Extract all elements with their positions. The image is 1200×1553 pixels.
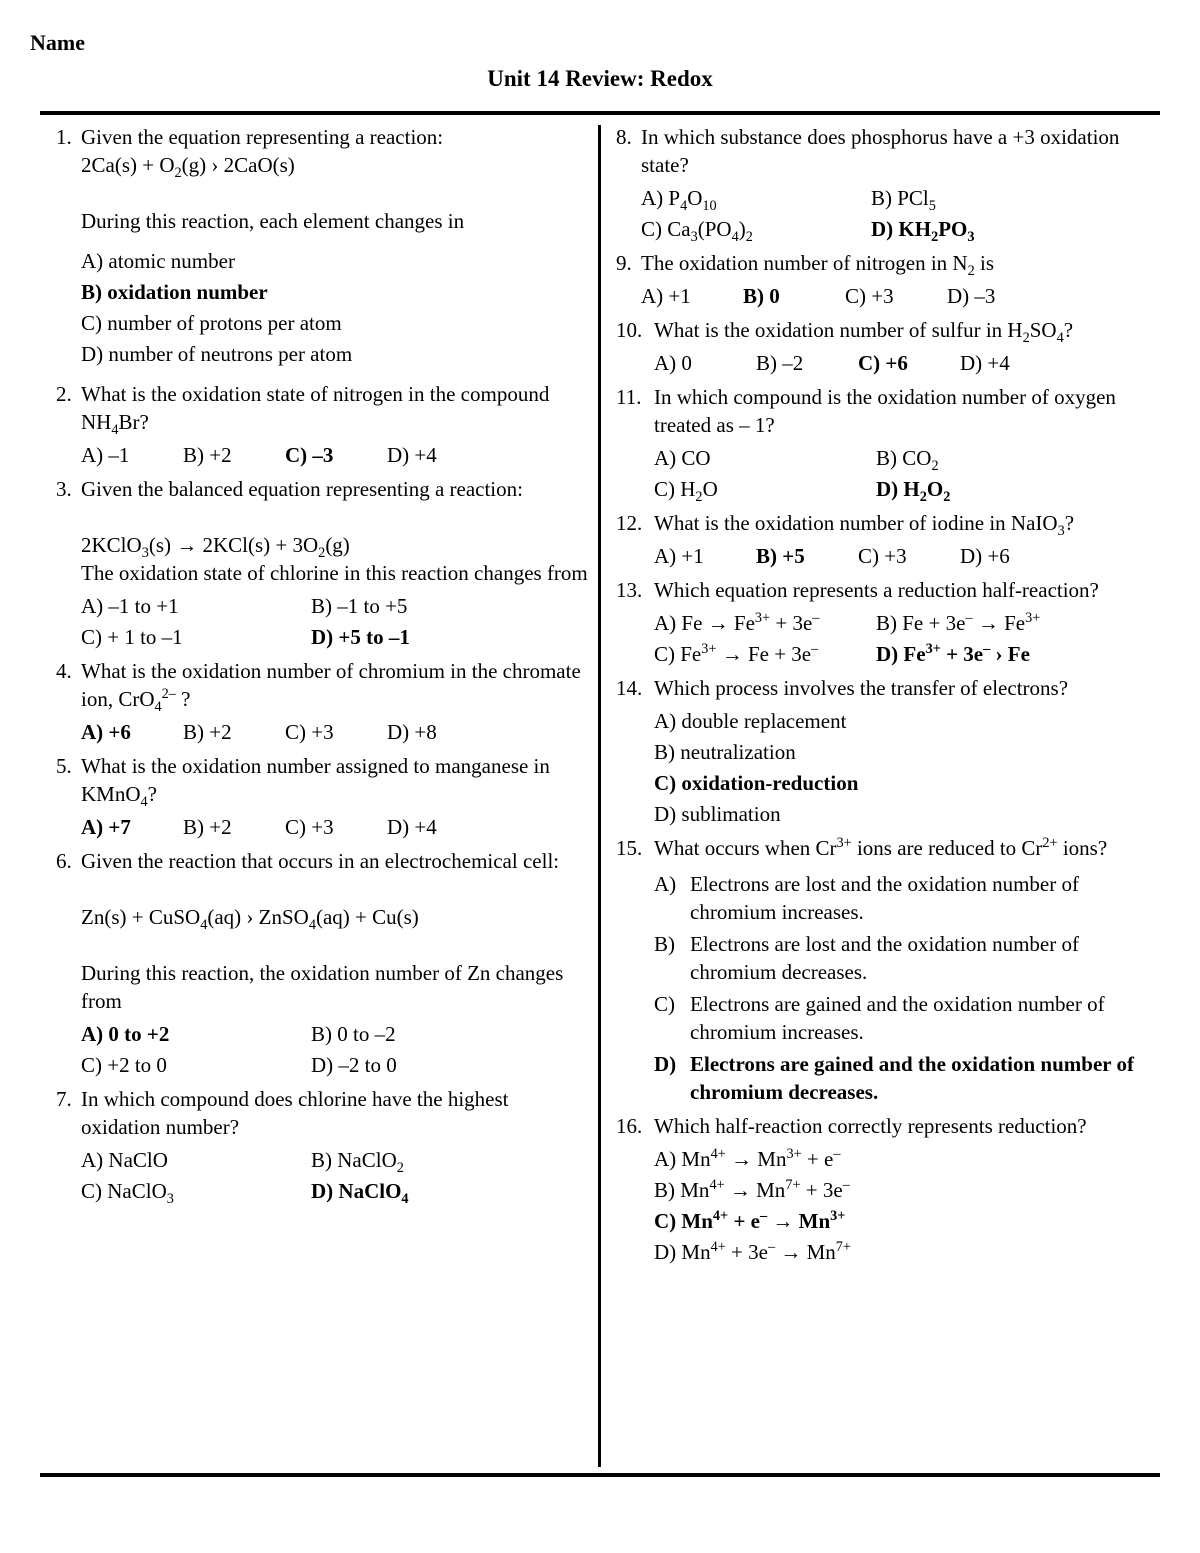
question-stem: What is the oxidation state of nitrogen in the compound $NH_4Br$? xyxy=(81,382,550,439)
option-d: D) +4 xyxy=(387,815,437,839)
option-c: C) $Ca_3(PO_4)_2$ xyxy=(641,217,753,246)
option-a: A) +1 xyxy=(654,544,704,568)
question-13 xyxy=(616,576,1161,674)
option-a: A) +6 xyxy=(81,720,131,744)
option-a: A) Electrons are lost and the oxidation number of chromium increases. xyxy=(654,872,1079,924)
option-b: B) oxidation number xyxy=(81,280,268,304)
option-a: A) 0 xyxy=(654,351,692,375)
option-d: D) +4 xyxy=(387,443,437,467)
question-number: 10. xyxy=(616,318,643,342)
question-6 xyxy=(56,847,591,1085)
option-b: B) PCl$_5$ xyxy=(871,186,936,215)
left-column xyxy=(56,123,591,1211)
option-b: B) $CO_2$ xyxy=(876,446,939,475)
option-b: B) +5 xyxy=(756,544,805,568)
option-d: D) Electrons are gained and the oxidation number of chromium decreases. xyxy=(654,1052,1134,1104)
option-c: C) NaClO$_3$ xyxy=(81,1179,174,1208)
option-c: C) $H_2O$ xyxy=(654,477,718,506)
question-stem: In which substance does phosphorus have a +3 oxidation state? xyxy=(641,125,1120,177)
option-c: C) +6 xyxy=(858,351,908,375)
option-a: A) $P_4O_{10}$ xyxy=(641,186,717,215)
option-c: C) Electrons are gained and the oxidation number of chromium increases. xyxy=(654,992,1105,1044)
question-stem-continued: During this reaction, each element changes in xyxy=(81,209,465,233)
option-a: A) –1 to +1 xyxy=(81,594,179,618)
question-2 xyxy=(56,380,591,475)
option-c: C) +3 xyxy=(858,544,907,568)
question-stem: Given the equation representing a reaction: xyxy=(81,125,444,149)
question-number: 7. xyxy=(56,1087,72,1111)
option-b: B) Electrons are lost and the oxidation number of chromium decreases. xyxy=(654,932,1079,984)
option-d: D) $Fe^{3+} + 3e^-$ › Fe xyxy=(876,641,1030,666)
question-1 xyxy=(56,123,591,374)
question-stem: What occurs when $Cr^{3+}$ ions are reduced to $Cr^{2+}$ ions? xyxy=(654,835,1108,860)
option-c: C) +3 xyxy=(845,284,894,308)
option-b: B) $Fe + 3e^- \to Fe^{3+}$ xyxy=(876,610,1041,635)
question-7 xyxy=(56,1085,591,1211)
option-d: D) –2 to 0 xyxy=(311,1053,397,1077)
question-stem: Which half-reaction correctly represents reduction? xyxy=(654,1114,1087,1138)
option-d: D) –3 xyxy=(947,284,996,308)
option-a: A) $Mn^{4+} \to Mn^{3+} + e^-$ xyxy=(654,1146,841,1171)
question-stem: What is the oxidation number assigned to manganese in KMnO$_4$? xyxy=(81,754,550,811)
option-b: B) $Mn^{4+} \to Mn^{7+} + 3e^-$ xyxy=(654,1177,850,1202)
option-d: D) $Mn^{4+} + 3e^- \to Mn^{7+}$ xyxy=(654,1239,851,1264)
question-number: 16. xyxy=(616,1114,643,1138)
page-title: Unit 14 Review: Redox xyxy=(487,66,713,91)
question-stem: In which compound is the oxidation number of oxygen treated as – 1? xyxy=(654,385,1116,437)
question-stem: Given the reaction that occurs in an electrochemical cell: xyxy=(81,849,560,873)
question-stem: In which compound does chlorine have the highest oxidation number? xyxy=(81,1087,509,1139)
option-d: D) sublimation xyxy=(654,802,781,826)
option-d: D) number of neutrons per atom xyxy=(81,342,353,366)
question-number: 1. xyxy=(56,125,72,149)
question-12 xyxy=(616,509,1161,576)
question-10 xyxy=(616,316,1161,383)
option-c: C) +3 xyxy=(285,815,334,839)
question-5 xyxy=(56,752,591,847)
option-a: A) 0 to +2 xyxy=(81,1022,170,1046)
equation: Zn(s) + CuSO$_4$(aq) › ZnSO$_4$(aq) + Cu(s) xyxy=(81,905,419,934)
question-stem: What is the oxidation number of iodine in NaIO$_3$? xyxy=(654,511,1075,540)
option-a: A) double replacement xyxy=(654,709,847,733)
option-c: C) + 1 to –1 xyxy=(81,625,183,649)
option-c: C) oxidation-reduction xyxy=(654,771,859,795)
right-column xyxy=(616,123,1161,1272)
question-9 xyxy=(616,249,1161,316)
question-stem-continued: The oxidation state of chlorine in this reaction changes from xyxy=(81,561,588,585)
option-a: A) NaClO xyxy=(81,1148,168,1172)
option-a: A) atomic number xyxy=(81,249,235,273)
question-4 xyxy=(56,657,591,752)
question-14 xyxy=(616,674,1161,834)
option-a: A) +1 xyxy=(641,284,691,308)
question-number: 14. xyxy=(616,676,643,700)
question-number: 3. xyxy=(56,477,72,501)
option-d: D) $KH_2PO_3$ xyxy=(871,217,975,246)
option-b: B) NaClO$_2$ xyxy=(311,1148,404,1177)
question-number: 15. xyxy=(616,836,643,860)
option-b: B) 0 xyxy=(743,284,780,308)
option-d: D) +6 xyxy=(960,544,1010,568)
option-d: D) $H_2O_2$ xyxy=(876,477,951,506)
question-number: 4. xyxy=(56,659,72,683)
question-stem: What is the oxidation number of chromium in the chromate ion, CrO$_4^{2-}$ ? xyxy=(81,659,581,716)
option-b: B) –1 to +5 xyxy=(311,594,408,618)
equation: 2KClO$_3$(s) → $2KCl(s) + 3O_2(g)$ xyxy=(81,533,350,562)
option-a: A) CO xyxy=(654,446,711,470)
option-d: D) +5 to –1 xyxy=(311,625,410,649)
question-number: 13. xyxy=(616,578,643,602)
question-stem-continued: During this reaction, the oxidation number of Zn changes from xyxy=(81,961,564,1013)
equation: $2Ca(s) + O_2(g)$ › 2CaO(s) xyxy=(81,153,295,182)
question-number: 9. xyxy=(616,251,632,275)
question-stem: Which process involves the transfer of electrons? xyxy=(654,676,1069,700)
option-b: B) +2 xyxy=(183,443,232,467)
option-d: D) NaClO$_4$ xyxy=(311,1179,409,1208)
option-d: D) +4 xyxy=(960,351,1010,375)
option-b: B) +2 xyxy=(183,720,232,744)
option-a: A) $Fe \to Fe^{3+} + 3e^-$ xyxy=(654,610,820,635)
option-c: C) $Fe^{3+} \to Fe + 3e^-$ xyxy=(654,641,819,666)
question-number: 12. xyxy=(616,511,643,535)
bottom-rule xyxy=(40,1473,1160,1477)
option-c: C) –3 xyxy=(285,443,334,467)
question-8 xyxy=(616,123,1161,249)
question-number: 8. xyxy=(616,125,632,149)
question-15 xyxy=(616,834,1161,1112)
question-11 xyxy=(616,383,1161,509)
name-label: Name xyxy=(30,30,85,55)
option-a: A) +7 xyxy=(81,815,131,839)
top-rule xyxy=(40,111,1160,115)
option-b: B) neutralization xyxy=(654,740,796,764)
question-number: 2. xyxy=(56,382,72,406)
question-stem: Given the balanced equation representing a reaction: xyxy=(81,477,523,501)
option-b: B) +2 xyxy=(183,815,232,839)
question-number: 6. xyxy=(56,849,72,873)
question-stem: The oxidation number of nitrogen in $N_2$ is xyxy=(641,251,995,280)
question-number: 5. xyxy=(56,754,72,778)
question-16 xyxy=(616,1112,1161,1272)
question-3 xyxy=(56,475,591,657)
option-c: C) +3 xyxy=(285,720,334,744)
option-c: C) +2 to 0 xyxy=(81,1053,167,1077)
option-c: C) number of protons per atom xyxy=(81,311,342,335)
question-number: 11. xyxy=(616,385,642,409)
option-a: A) –1 xyxy=(81,443,130,467)
column-divider xyxy=(598,125,601,1467)
question-stem: Which equation represents a reduction half-reaction? xyxy=(654,578,1099,602)
option-b: B) 0 to –2 xyxy=(311,1022,396,1046)
option-d: D) +8 xyxy=(387,720,437,744)
option-c: C) $Mn^{4+} + e^- \to Mn^{3+}$ xyxy=(654,1208,846,1233)
question-stem: What is the oxidation number of sulfur in $H_2SO_4$? xyxy=(654,318,1074,347)
option-b: B) –2 xyxy=(756,351,804,375)
